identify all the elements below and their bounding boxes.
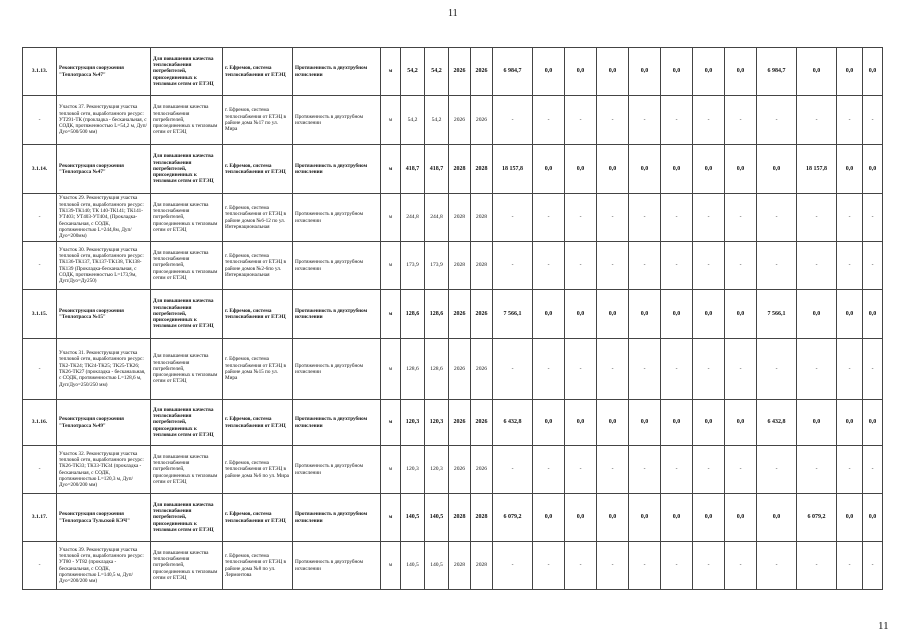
cell-cost: -	[493, 542, 533, 590]
cell-name: Реконструкция сооружения "Теплотрасса №47"	[57, 48, 151, 96]
table-row-sub	[23, 96, 883, 145]
cell-name: Реконструкция сооружения "Теплотрасса №15"	[57, 290, 151, 339]
cell-cost: 6 432,8	[493, 400, 533, 446]
cell-cost: -	[661, 242, 693, 290]
cell-year-start: 2026	[449, 290, 471, 339]
cell-cost: -	[629, 542, 661, 590]
cell-location: г. Ефремов, система теплоснабжения от ЕТЭЦ	[223, 145, 293, 194]
cell-cost: -	[725, 242, 757, 290]
cell-year-end: 2026	[471, 96, 493, 145]
cell-purpose: Для повышения качества теплоснабжения потребителей, присоединенных к тепловым сетям от ЕТЭЦ	[151, 542, 223, 590]
cell-cost: 0,0	[863, 145, 883, 194]
cell-cost: 0,0	[725, 290, 757, 339]
cell-value-before: 128,6	[401, 290, 425, 339]
cell-cost: -	[693, 339, 725, 400]
cell-cost: -	[757, 339, 797, 400]
cell-cost: -	[565, 339, 597, 400]
cell-cost: -	[757, 96, 797, 145]
cell-cost: 0,0	[725, 494, 757, 542]
cell-unit: м	[381, 542, 401, 590]
cell-cost: -	[597, 194, 629, 242]
table-row-sub	[23, 542, 883, 590]
cell-name: Участок 29. Реконструкция участка тепловой сети, выработанного ресурс: ТК139-ТК140; ТК 140-ТК141; ТК141-УТ403; УТ403-УТ404, (Прокладка-бесканальная, с СОДК, протяженностью L=244,8м, Дуп/Дуо=200мм)	[57, 194, 151, 242]
cell-cost: -	[533, 339, 565, 400]
cell-location: г. Ефремов, система теплоснабжения от ЕТЭЦ в районе дома №8 по ул. Лермонтова	[223, 542, 293, 590]
table-row-main	[23, 400, 883, 446]
cell-cost: -	[797, 542, 837, 590]
cell-cost: -	[565, 446, 597, 494]
cell-cost: -	[493, 339, 533, 400]
cell-cost: 0,0	[693, 145, 725, 194]
cell-cost: -	[725, 96, 757, 145]
cell-cost: 0,0	[629, 290, 661, 339]
cell-purpose: Для повышения качества теплоснабжения потребителей, присоединенных к тепловым сетям от ЕТЭЦ	[151, 242, 223, 290]
table-row-sub	[23, 446, 883, 494]
cell-cost: -	[693, 446, 725, 494]
cell-purpose: Для повышения качества теплоснабжения потребителей, присоединенных к тепловым сетям от ЕТЭЦ	[151, 96, 223, 145]
cell-name: Участок 39. Реконструкция участка тепловой сети, выработанного ресурс: УТ80 - УТ82 (прокладка - бесканальная, с СОДК, протяженностью L=140,5 м, Дуп/Дуо=200/200 мм)	[57, 542, 151, 590]
cell-year-end: 2028	[471, 242, 493, 290]
cell-cost: 0,0	[597, 400, 629, 446]
cell-cost: -	[629, 446, 661, 494]
cell-number: -	[23, 446, 57, 494]
cell-purpose: Для повышения качества теплоснабжения потребителей, присоединенных к тепловым сетям от ЕТЭЦ	[151, 194, 223, 242]
cell-value-before: 120,3	[401, 446, 425, 494]
cell-year-end: 2028	[471, 542, 493, 590]
cell-value-before: 54,2	[401, 48, 425, 96]
cell-cost: 0,0	[533, 290, 565, 339]
cell-cost: 0,0	[725, 145, 757, 194]
cell-cost: -	[661, 339, 693, 400]
cell-cost: 0,0	[661, 290, 693, 339]
cell-cost: 0,0	[837, 290, 863, 339]
cell-year-start: 2028	[449, 145, 471, 194]
table-body	[23, 48, 883, 590]
cell-cost: -	[797, 339, 837, 400]
cell-number: -	[23, 242, 57, 290]
cell-year-end: 2026	[471, 48, 493, 96]
cell-year-end: 2026	[471, 400, 493, 446]
cell-cost: 0,0	[757, 494, 797, 542]
cell-value-before: 418,7	[401, 145, 425, 194]
cell-cost: -	[661, 96, 693, 145]
cell-year-end: 2026	[471, 290, 493, 339]
page-number-top: 11	[448, 8, 458, 19]
cell-location: г. Ефремов, система теплоснабжения от ЕТЭЦ в районе домов №6-12 по ул. Интернациональная	[223, 194, 293, 242]
cell-cost: -	[693, 542, 725, 590]
cell-cost: 0,0	[565, 400, 597, 446]
cell-cost: -	[597, 242, 629, 290]
cell-cost: -	[597, 339, 629, 400]
cell-cost: -	[661, 194, 693, 242]
cell-cost: -	[565, 242, 597, 290]
cell-cost: -	[797, 194, 837, 242]
cell-cost: 0,0	[533, 400, 565, 446]
cell-name: Реконструкция сооружения "Теплотрасса №49"	[57, 400, 151, 446]
cell-number: 3.1.13.	[23, 48, 57, 96]
cell-cost: 0,0	[533, 145, 565, 194]
cell-cost: -	[863, 242, 883, 290]
cell-name: Реконструкция сооружения "Теплотрасса Тульской КЭЧ"	[57, 494, 151, 542]
cell-year-start: 2026	[449, 96, 471, 145]
cell-cost: 0,0	[565, 290, 597, 339]
cell-year-start: 2028	[449, 242, 471, 290]
cell-cost: 0,0	[629, 145, 661, 194]
cell-year-end: 2028	[471, 194, 493, 242]
cell-unit: м	[381, 339, 401, 400]
cell-cost: -	[693, 194, 725, 242]
cell-cost: -	[837, 96, 863, 145]
cell-cost: 0,0	[797, 290, 837, 339]
cell-parameter: Протяженность в двухтрубном исчислении	[293, 48, 381, 96]
investment-table-sheet	[22, 47, 877, 590]
cell-cost: 18 157,8	[493, 145, 533, 194]
cell-cost: -	[533, 542, 565, 590]
cell-purpose: Для повышения качества теплоснабжения потребителей, присоединенных к тепловым сетям от ЕТЭЦ	[151, 339, 223, 400]
cell-cost: 18 157,8	[797, 145, 837, 194]
cell-cost: 0,0	[837, 145, 863, 194]
cell-cost: -	[797, 446, 837, 494]
cell-cost: 7 566,1	[493, 290, 533, 339]
cell-cost: 6 079,2	[797, 494, 837, 542]
cell-cost: 0,0	[797, 400, 837, 446]
cell-purpose: Для повышения качества теплоснабжения потребителей, присоединенных к тепловым сетям от ЕТЭЦ	[151, 400, 223, 446]
cell-cost: 0,0	[661, 145, 693, 194]
cell-unit: м	[381, 145, 401, 194]
cell-cost: 0,0	[693, 48, 725, 96]
cell-name: Реконструкция сооружения "Теплотрасса №47"	[57, 145, 151, 194]
cell-name: Участок 32. Реконструкция участка тепловой сети, выработанного ресурс: ТК26-ТК33; ТК33-ТК34 (прокладка - бесканальная, с СОДК, протяженностью L=120,3 м, Дуп/Дуо=200/200 мм)	[57, 446, 151, 494]
cell-cost: 0,0	[597, 290, 629, 339]
table-row-sub	[23, 339, 883, 400]
cell-cost: -	[725, 446, 757, 494]
cell-cost: -	[661, 446, 693, 494]
cell-parameter: Протяженность в двухтрубном исчислении	[293, 494, 381, 542]
cell-number: 3.1.16.	[23, 400, 57, 446]
cell-cost: -	[863, 96, 883, 145]
cell-cost: -	[797, 96, 837, 145]
cell-cost: 0,0	[725, 400, 757, 446]
cell-year-start: 2026	[449, 339, 471, 400]
cell-cost: -	[597, 446, 629, 494]
cell-purpose: Для повышения качества теплоснабжения потребителей, присоединенных к тепловым сетям от ЕТЭЦ	[151, 446, 223, 494]
cell-cost: 0,0	[597, 494, 629, 542]
page-number-bottom: 11	[878, 620, 889, 632]
cell-location: г. Ефремов, система теплоснабжения от ЕТЭЦ	[223, 400, 293, 446]
cell-cost: 0,0	[597, 145, 629, 194]
cell-value-after: 244,8	[425, 194, 449, 242]
cell-cost: -	[629, 242, 661, 290]
cell-cost: 0,0	[565, 494, 597, 542]
cell-cost: 0,0	[565, 48, 597, 96]
cell-cost: 0,0	[629, 400, 661, 446]
cell-purpose: Для повышения качества теплоснабжения потребителей, присоединенных к тепловым сетям от ЕТЭЦ	[151, 290, 223, 339]
cell-cost: -	[725, 339, 757, 400]
cell-cost: -	[757, 446, 797, 494]
cell-parameter: Протяженность в двухтрубном исчислении	[293, 194, 381, 242]
cell-cost: 0,0	[597, 48, 629, 96]
cell-value-after: 120,3	[425, 446, 449, 494]
cell-unit: м	[381, 494, 401, 542]
cell-cost: 0,0	[837, 48, 863, 96]
cell-cost: -	[837, 446, 863, 494]
cell-year-start: 2028	[449, 542, 471, 590]
cell-cost: -	[661, 542, 693, 590]
cell-parameter: Протяженность в двухтрубном исчислении	[293, 446, 381, 494]
cell-cost: -	[837, 542, 863, 590]
cell-cost: -	[629, 96, 661, 145]
cell-name: Участок 30. Реконструкция участка тепловой сети, выработанного ресурс: ТК136-ТК137, ТК137-ТК138, ТК138-ТК139 (Прокладка-бесканальная, с СОДК, протяженностью L=173,9м, Дуп/Дуо=Ду250)	[57, 242, 151, 290]
cell-unit: м	[381, 242, 401, 290]
cell-cost: -	[725, 542, 757, 590]
cell-year-start: 2028	[449, 194, 471, 242]
cell-cost: -	[565, 194, 597, 242]
cell-purpose: Для повышения качества теплоснабжения потребителей, присоединенных к тепловым сетям от ЕТЭЦ	[151, 145, 223, 194]
cell-cost: -	[493, 96, 533, 145]
cell-value-before: 140,5	[401, 494, 425, 542]
cell-cost: 0,0	[757, 145, 797, 194]
cell-number: -	[23, 194, 57, 242]
table-row-sub	[23, 194, 883, 242]
table-row-sub	[23, 242, 883, 290]
investment-table	[22, 47, 883, 590]
cell-cost: 0,0	[725, 48, 757, 96]
cell-cost: -	[837, 242, 863, 290]
cell-cost: -	[863, 542, 883, 590]
cell-number: 3.1.15.	[23, 290, 57, 339]
cell-cost: -	[533, 446, 565, 494]
cell-value-before: 120,3	[401, 400, 425, 446]
cell-cost: 0,0	[863, 400, 883, 446]
cell-cost: 0,0	[693, 494, 725, 542]
cell-cost: -	[629, 339, 661, 400]
cell-parameter: Протяженность в двухтрубном исчислении	[293, 96, 381, 145]
cell-cost: -	[837, 194, 863, 242]
cell-cost: -	[597, 542, 629, 590]
cell-cost: -	[863, 446, 883, 494]
cell-year-start: 2026	[449, 400, 471, 446]
cell-number: 3.1.17.	[23, 494, 57, 542]
cell-location: г. Ефремов, система теплоснабжения от ЕТЭЦ	[223, 290, 293, 339]
cell-value-after: 173,9	[425, 242, 449, 290]
table-row-main	[23, 494, 883, 542]
cell-cost: 0,0	[629, 494, 661, 542]
cell-name: Участок 31. Реконструкция участка тепловой сети, выработанного ресурс: ТК2-ТК24; ТК24-ТК25; ТК25-ТК26; ТК26-ТК27 (прокладка - бесканальная, с СОДК, протяженностью L=128,6 м, Дуп/Дуо=250/250 мм)	[57, 339, 151, 400]
cell-cost: 7 566,1	[757, 290, 797, 339]
cell-unit: м	[381, 194, 401, 242]
cell-purpose: Для повышения качества теплоснабжения потребителей, присоединенных к тепловым сетям от ЕТЭЦ	[151, 48, 223, 96]
cell-cost: -	[693, 242, 725, 290]
cell-value-before: 54,2	[401, 96, 425, 145]
cell-location: г. Ефремов, система теплоснабжения от ЕТЭЦ в районе дома №15 по ул. Мира	[223, 339, 293, 400]
cell-cost: 0,0	[565, 145, 597, 194]
cell-unit: м	[381, 290, 401, 339]
cell-cost: 0,0	[797, 48, 837, 96]
cell-unit: м	[381, 48, 401, 96]
cell-cost: -	[493, 446, 533, 494]
cell-cost: 0,0	[693, 290, 725, 339]
cell-value-after: 128,6	[425, 339, 449, 400]
cell-parameter: Протяженность в двухтрубном исчислении	[293, 542, 381, 590]
cell-value-after: 128,6	[425, 290, 449, 339]
cell-cost: -	[757, 542, 797, 590]
cell-year-end: 2026	[471, 446, 493, 494]
cell-parameter: Протяженность в двухтрубном исчислении	[293, 400, 381, 446]
cell-location: г. Ефремов, система теплоснабжения от ЕТЭЦ в районе домов №2-6по ул. Интернациональная	[223, 242, 293, 290]
cell-unit: м	[381, 400, 401, 446]
cell-location: г. Ефремов, система теплоснабжения от ЕТЭЦ в районе дома №6 по ул. Мира	[223, 446, 293, 494]
cell-cost: -	[533, 96, 565, 145]
cell-cost: 0,0	[661, 48, 693, 96]
cell-cost: 6 079,2	[493, 494, 533, 542]
cell-parameter: Протяженность в двухтрубном исчислении	[293, 339, 381, 400]
cell-cost: -	[533, 194, 565, 242]
cell-cost: -	[837, 339, 863, 400]
cell-cost: 0,0	[661, 400, 693, 446]
cell-purpose: Для повышения качества теплоснабжения потребителей, присоединенных к тепловым сетям от ЕТЭЦ	[151, 494, 223, 542]
cell-cost: 0,0	[837, 400, 863, 446]
cell-value-after: 120,3	[425, 400, 449, 446]
cell-cost: 0,0	[863, 290, 883, 339]
cell-cost: -	[565, 542, 597, 590]
cell-cost: -	[533, 242, 565, 290]
cell-cost: 0,0	[533, 48, 565, 96]
cell-cost: 0,0	[863, 494, 883, 542]
cell-cost: -	[725, 194, 757, 242]
cell-value-after: 140,5	[425, 542, 449, 590]
cell-value-before: 244,8	[401, 194, 425, 242]
cell-value-after: 54,2	[425, 48, 449, 96]
cell-cost: 0,0	[661, 494, 693, 542]
cell-parameter: Протяженность в двухтрубном исчислении	[293, 290, 381, 339]
cell-number: -	[23, 96, 57, 145]
cell-cost: -	[757, 242, 797, 290]
cell-unit: м	[381, 96, 401, 145]
cell-cost: -	[797, 242, 837, 290]
cell-value-before: 128,6	[401, 339, 425, 400]
cell-year-start: 2026	[449, 446, 471, 494]
cell-location: г. Ефремов, система теплоснабжения от ЕТЭЦ	[223, 494, 293, 542]
table-row-main	[23, 290, 883, 339]
cell-year-end: 2028	[471, 494, 493, 542]
cell-value-after: 418,7	[425, 145, 449, 194]
cell-location: г. Ефремов, система теплоснабжения от ЕТЭЦ в районе дома №17 по ул. Мира	[223, 96, 293, 145]
cell-year-end: 2026	[471, 339, 493, 400]
cell-cost: 0,0	[837, 494, 863, 542]
cell-cost: -	[493, 242, 533, 290]
cell-cost: 0,0	[863, 48, 883, 96]
cell-cost: 6 984,7	[493, 48, 533, 96]
cell-value-after: 140,5	[425, 494, 449, 542]
cell-year-end: 2028	[471, 145, 493, 194]
cell-parameter: Протяженность в двухтрубном исчислении	[293, 145, 381, 194]
cell-year-start: 2028	[449, 494, 471, 542]
cell-number: -	[23, 339, 57, 400]
cell-cost: 0,0	[629, 48, 661, 96]
cell-year-start: 2026	[449, 48, 471, 96]
cell-parameter: Протяженность в двухтрубном исчислении	[293, 242, 381, 290]
cell-cost: 6 432,8	[757, 400, 797, 446]
cell-name: Участок 37. Реконструкция участка тепловой сети, выработанного ресурс: УТ291-ТК (прокладка - бесканальная, с СОДК, протяженностью L=54,2 м, Дуп/Дуо=500/500 мм)	[57, 96, 151, 145]
cell-cost: 6 984,7	[757, 48, 797, 96]
cell-cost: -	[493, 194, 533, 242]
cell-number: -	[23, 542, 57, 590]
cell-value-before: 173,9	[401, 242, 425, 290]
cell-value-before: 140,5	[401, 542, 425, 590]
cell-cost: -	[863, 194, 883, 242]
cell-cost: -	[629, 194, 661, 242]
cell-number: 3.1.14.	[23, 145, 57, 194]
cell-cost: 0,0	[693, 400, 725, 446]
cell-cost: -	[597, 96, 629, 145]
table-row-main	[23, 145, 883, 194]
cell-cost: -	[565, 96, 597, 145]
cell-unit: м	[381, 446, 401, 494]
cell-location: г. Ефремов, система теплоснабжения от ЕТЭЦ	[223, 48, 293, 96]
cell-value-after: 54,2	[425, 96, 449, 145]
cell-cost: 0,0	[533, 494, 565, 542]
cell-cost: -	[757, 194, 797, 242]
cell-cost: -	[693, 96, 725, 145]
cell-cost: -	[863, 339, 883, 400]
table-row-main	[23, 48, 883, 96]
